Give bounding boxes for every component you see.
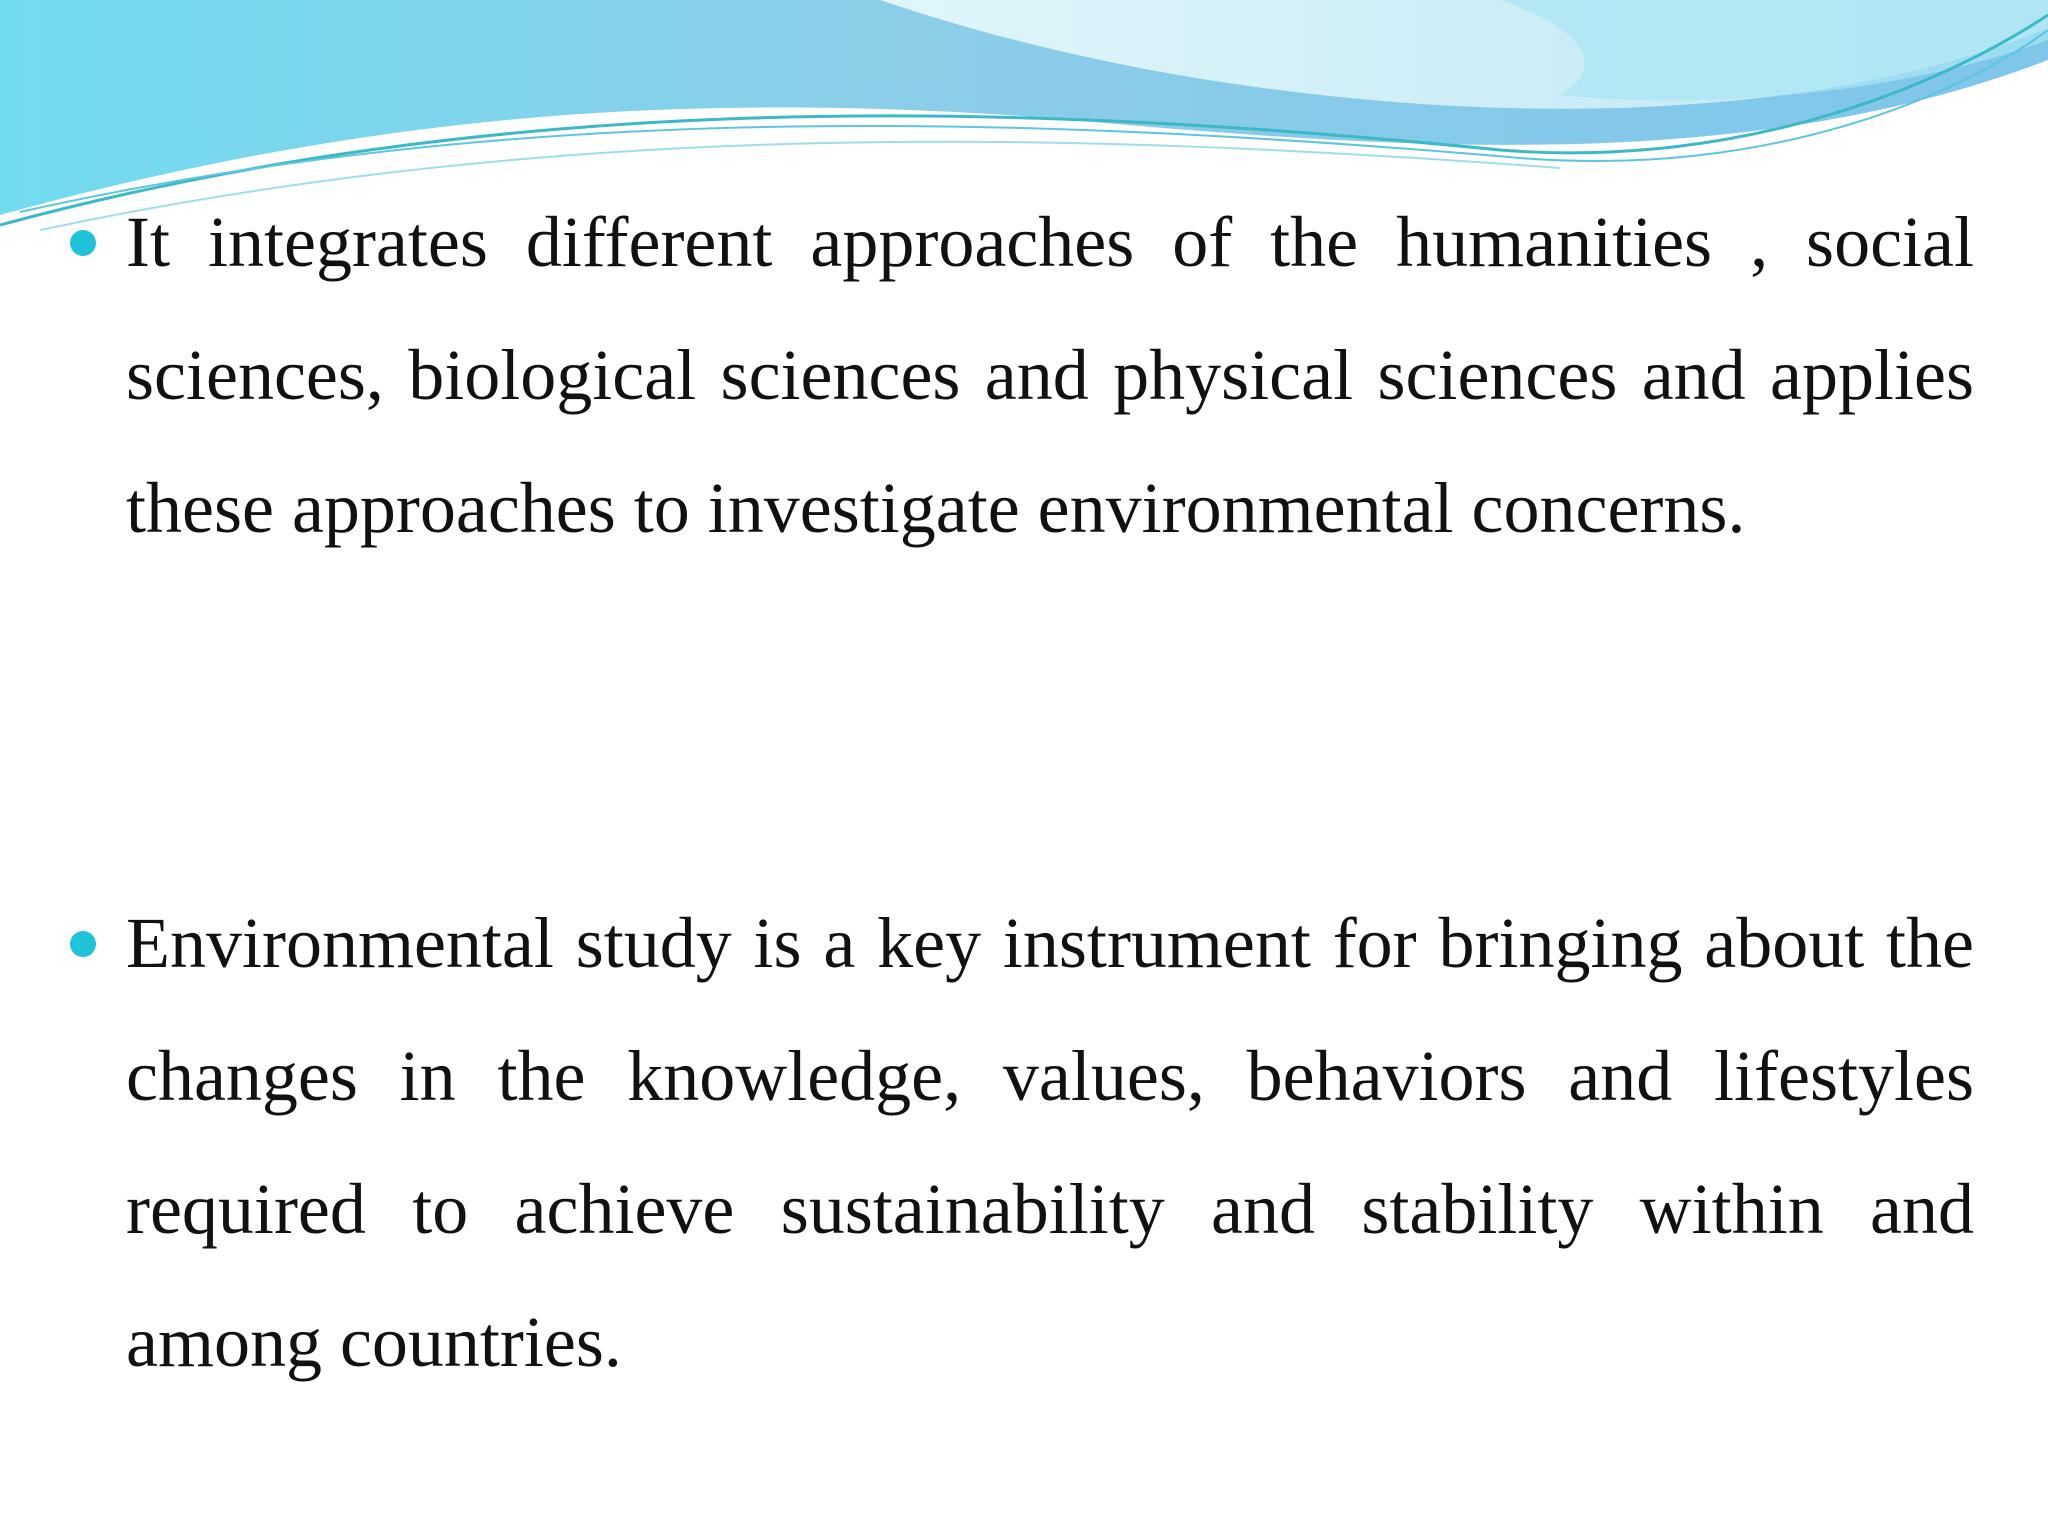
bullet-text-1: It integrates different approaches of the humanities , social sciences, biological sciences and physical sciences and applies these approaches to investigate environmental concerns. [126, 202, 1974, 548]
bullet-text-2: Environmental study is a key instrument for bringing about the changes in the knowledge, values, behaviors and lifestyles required to achieve sustainability and stability within and among countries. [126, 903, 1974, 1382]
bullet-dot-icon [70, 931, 96, 957]
bullet-dot-icon [70, 230, 96, 256]
